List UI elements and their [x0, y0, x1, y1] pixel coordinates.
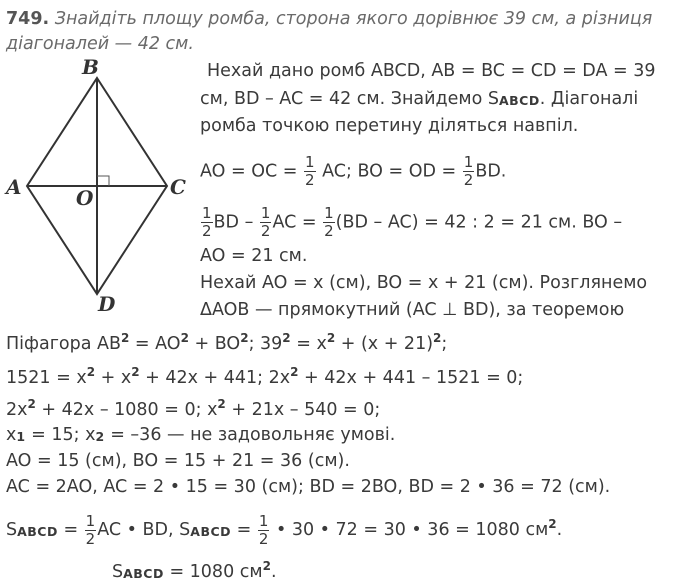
- solution-line-4: [200, 155, 506, 188]
- solution-line-11: [6, 393, 380, 421]
- superscript: 2: [86, 365, 96, 379]
- text: = 1080 см: [163, 562, 263, 582]
- text: .: [270, 562, 277, 582]
- text: Нехай дано ромб ABCD, AB = BC = CD = DA = 39: [207, 61, 656, 81]
- text: AO = OC =: [200, 161, 304, 182]
- text: AO = 21 см.: [200, 246, 308, 266]
- text: см, BD – AC = 42 см. Знайдемо S: [200, 89, 499, 109]
- fraction-half: [463, 155, 475, 188]
- problem-text-2: діагоналей — 42 см.: [6, 34, 194, 54]
- subscript: ABCD: [17, 524, 58, 539]
- text: ; 39: [248, 334, 283, 354]
- fraction-half: [323, 206, 335, 239]
- solution-line-10: [6, 361, 523, 389]
- text: S: [112, 562, 124, 582]
- text: = AO: [129, 334, 181, 354]
- problem-text: Знайдіть площу ромба, сторона якого дорівнює 39 см, а різниця: [54, 9, 653, 29]
- superscript: 2: [290, 365, 299, 379]
- text: ;: [441, 334, 448, 354]
- solution-line-8: [200, 299, 624, 321]
- numerator: 1: [324, 204, 334, 222]
- vertex-label-b: B: [82, 56, 99, 79]
- text: + 42x + 441 – 1521 = 0;: [298, 368, 524, 388]
- right-angle-mark: [97, 176, 109, 186]
- numerator: 1: [258, 511, 269, 530]
- text: AC; BO = OD =: [316, 161, 462, 182]
- superscript: 2: [120, 331, 130, 345]
- fraction-half: [85, 511, 97, 548]
- text: S: [6, 520, 18, 540]
- problem-statement-line1: [6, 8, 652, 30]
- solution-line-16: [112, 555, 277, 585]
- text: = –36 — не задовольняє умові.: [104, 425, 396, 445]
- denominator: 2: [260, 222, 271, 240]
- solution-line-6: [200, 245, 307, 267]
- text: BD.: [475, 161, 507, 182]
- numerator: 1: [463, 153, 474, 171]
- fraction-half: [201, 206, 213, 239]
- text: =: [231, 520, 257, 540]
- denominator: 2: [324, 222, 334, 240]
- superscript: 2: [180, 331, 189, 345]
- solution-line-2: [200, 88, 638, 112]
- superscript: 2: [282, 331, 291, 345]
- superscript: 2: [548, 517, 557, 531]
- text: ΔAOB — прямокутний (AC ⊥ BD), за теоремою: [200, 300, 625, 320]
- superscript: 2: [27, 397, 36, 411]
- text: = 15; x: [25, 425, 96, 445]
- solution-line-3: [200, 115, 578, 137]
- superscript: 2: [433, 331, 442, 345]
- subscript: ABCD: [123, 566, 164, 581]
- denominator: 2: [463, 171, 474, 189]
- denominator: 2: [258, 529, 269, 548]
- solution-line-12: [6, 424, 395, 448]
- solution-line-5: [200, 206, 622, 239]
- text: • 30 • 72 = 30 • 36 = 1080 см: [270, 520, 549, 540]
- solution-line-1: [207, 60, 656, 82]
- vertex-label-d: D: [98, 292, 116, 316]
- text: + 42x – 1080 = 0; x: [35, 400, 218, 420]
- text: ромба точкою перетину діляться навпіл.: [200, 116, 579, 136]
- numerator: 1: [260, 204, 271, 222]
- subscript: 1: [16, 429, 26, 444]
- text: 2x: [6, 400, 28, 420]
- numerator: 1: [305, 153, 315, 171]
- text: AC • BD, S: [97, 520, 191, 540]
- text: x: [6, 425, 17, 445]
- subscript: 2: [95, 429, 105, 444]
- solution-line-15: [6, 513, 562, 547]
- text: Піфагора AB: [6, 334, 121, 354]
- fraction-half: [260, 206, 272, 239]
- denominator: 2: [305, 171, 315, 189]
- rhombus-figure: [0, 56, 200, 321]
- text: + x: [95, 368, 132, 388]
- denominator: 2: [85, 529, 96, 548]
- solution-line-7: [200, 272, 647, 294]
- text: AO = 15 (см), BO = 15 + 21 = 36 (см).: [6, 451, 350, 471]
- problem-statement-line2: [6, 33, 194, 55]
- numerator: 1: [202, 204, 212, 222]
- text: + 21x – 540 = 0;: [225, 400, 381, 420]
- text: BD –: [213, 212, 259, 233]
- text: = x: [290, 334, 327, 354]
- text: + 42x + 441; 2x: [139, 368, 291, 388]
- text: + BO: [188, 334, 241, 354]
- numerator: 1: [85, 511, 96, 530]
- subscript: ABCD: [498, 93, 540, 108]
- superscript: 2: [240, 331, 249, 345]
- solution-line-9: [6, 327, 447, 355]
- text: AC =: [272, 212, 323, 233]
- superscript: 2: [131, 365, 140, 379]
- vertex-label-a: A: [6, 175, 22, 199]
- text: .: [556, 520, 563, 540]
- text: Нехай AO = x (см), BO = x + 21 (см). Розглянемо: [200, 273, 648, 293]
- fraction-half: [304, 155, 316, 188]
- text: (BD – AC) = 42 : 2 = 21 см. BO –: [335, 212, 623, 233]
- subscript: ABCD: [190, 524, 232, 539]
- text: =: [57, 520, 84, 540]
- text: AC = 2AO, AC = 2 • 15 = 30 (см); BD = 2BO, BD = 2 • 36 = 72 (см).: [6, 477, 611, 497]
- fraction-half: [258, 511, 270, 548]
- vertex-label-c: C: [170, 175, 186, 199]
- problem-number: 749.: [6, 9, 50, 29]
- superscript: 2: [326, 331, 336, 345]
- superscript: 2: [262, 559, 271, 573]
- denominator: 2: [202, 222, 212, 240]
- text: + (x + 21): [335, 334, 434, 354]
- vertex-label-o: O: [76, 186, 94, 210]
- superscript: 2: [217, 397, 226, 411]
- text: . Діагоналі: [539, 89, 639, 109]
- text: 1521 = x: [6, 368, 87, 388]
- solution-line-14: [6, 476, 610, 498]
- solution-line-13: [6, 450, 350, 472]
